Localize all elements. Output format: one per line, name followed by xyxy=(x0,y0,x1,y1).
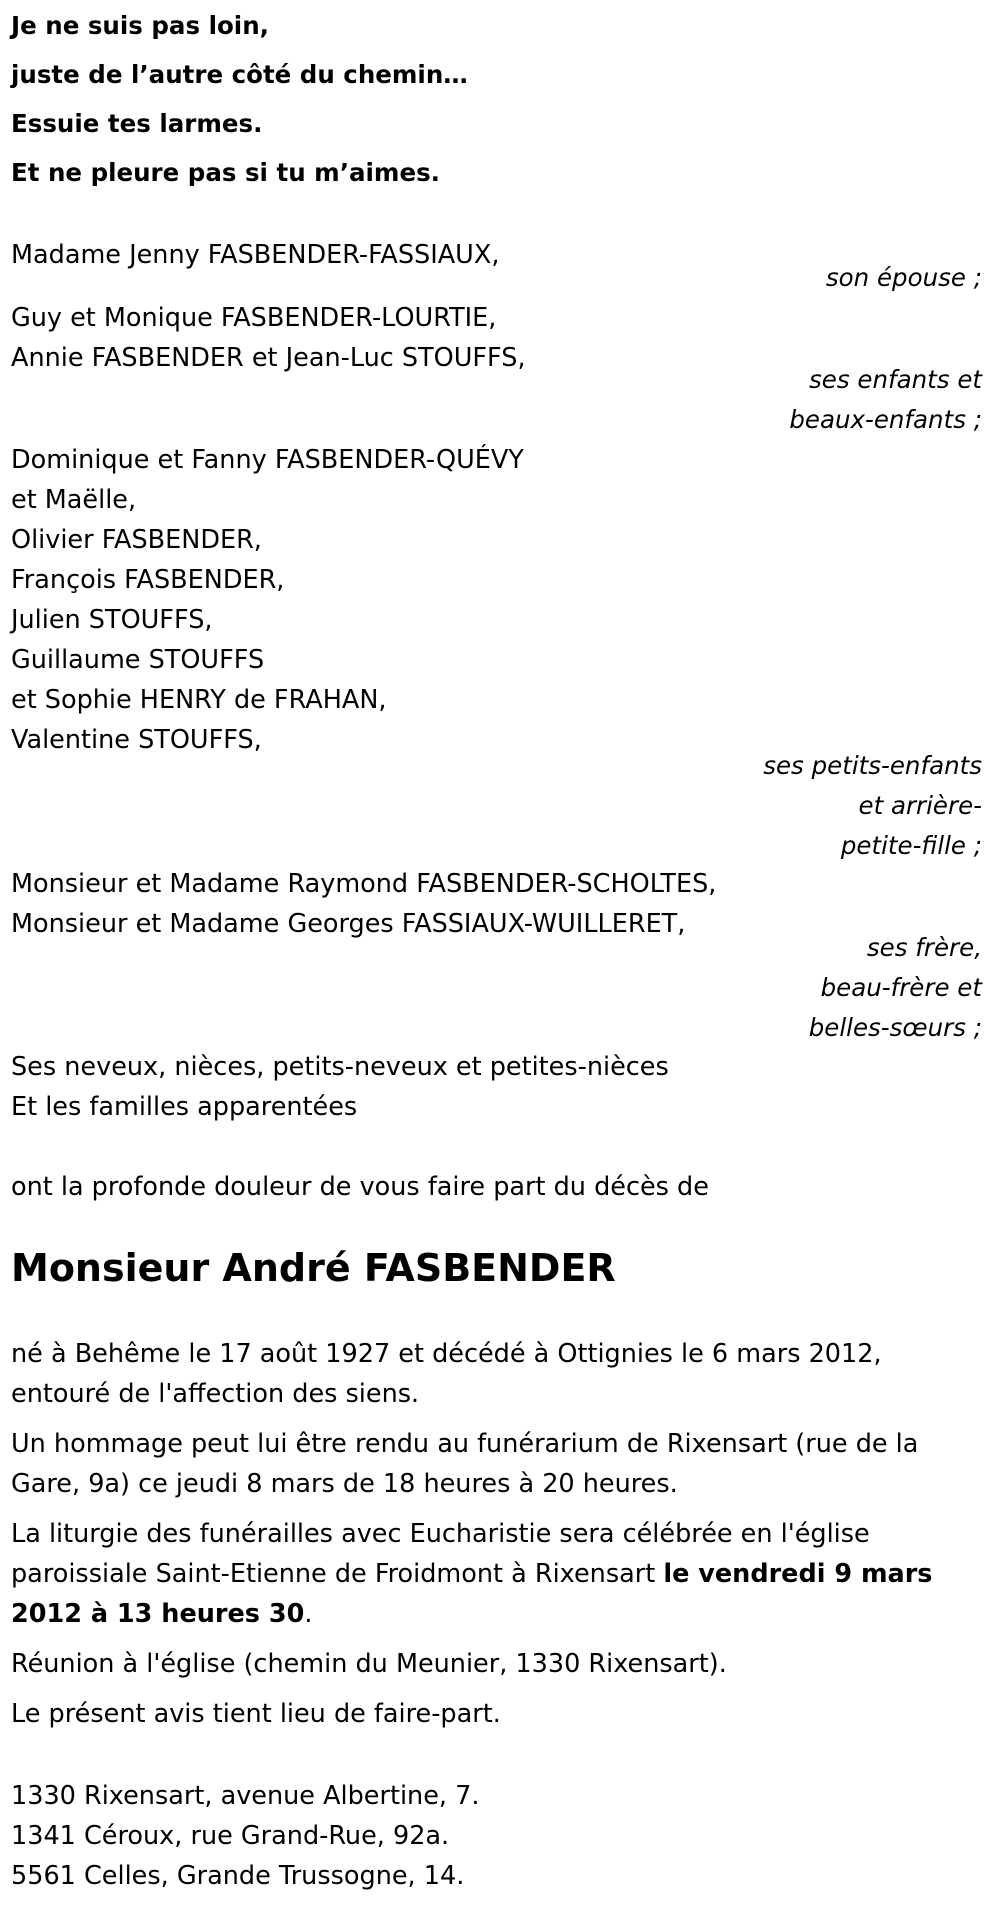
grandchild-name: François FASBENDER, xyxy=(11,565,285,595)
grandchild-name: et Sophie HENRY de FRAHAN, xyxy=(11,685,387,715)
other-relatives: Ses neveux, nièces, petits-neveux et petites-nièces xyxy=(11,1052,669,1082)
liturgy-end: . xyxy=(304,1599,313,1629)
grandchildren-relation: petite-fille ; xyxy=(840,831,982,860)
siblings-relation: belles-sœurs ; xyxy=(808,1013,982,1042)
siblings-relation: beau-frère et xyxy=(820,973,982,1002)
address-line: 1341 Céroux, rue Grand-Rue, 92a. xyxy=(11,1821,450,1851)
poem-line-1: Je ne suis pas loin, xyxy=(11,11,269,40)
liturgy-text: paroissiale Saint-Etienne de Froidmont à Rixensart xyxy=(11,1559,664,1589)
address-line: 1330 Rixensart, avenue Albertine, 7. xyxy=(11,1781,480,1811)
birth-death-line: né à Behême le 17 août 1927 et décédé à Ottignies le 6 mars 2012, xyxy=(11,1339,882,1369)
liturgy-time: 2012 à 13 heures 30 xyxy=(11,1599,305,1629)
poem-line-3: Essuie tes larmes. xyxy=(11,109,263,138)
children-relation: beaux-enfants ; xyxy=(789,405,982,434)
grandchildren-relation: et arrière- xyxy=(858,791,982,820)
spouse-relation: son épouse ; xyxy=(825,263,982,292)
child-name: Annie FASBENDER et Jean-Luc STOUFFS, xyxy=(11,343,526,373)
grandchild-name: Dominique et Fanny FASBENDER-QUÉVY xyxy=(11,445,524,475)
children-relation: ses enfants et xyxy=(809,365,982,394)
liturgy-line: La liturgie des funérailles avec Eucharistie sera célébrée en l'église xyxy=(11,1519,870,1549)
grandchild-name: Valentine STOUFFS, xyxy=(11,725,262,755)
address-line: 5561 Celles, Grande Trussogne, 14. xyxy=(11,1861,465,1891)
sibling-name: Monsieur et Madame Raymond FASBENDER-SCHOLTES, xyxy=(11,869,717,899)
grandchildren-relation: ses petits-enfants xyxy=(763,751,982,780)
sibling-name: Monsieur et Madame Georges FASSIAUX-WUILLERET, xyxy=(11,909,686,939)
tribute-line: Gare, 9a) ce jeudi 8 mars de 18 heures à 20 heures. xyxy=(11,1469,678,1499)
poem-line-2: juste de l’autre côté du chemin… xyxy=(11,60,468,89)
tribute-line: Un hommage peut lui être rendu au funérarium de Rixensart (rue de la xyxy=(11,1429,919,1459)
grandchild-name: Guillaume STOUFFS xyxy=(11,645,265,675)
meeting-line: Réunion à l'église (chemin du Meunier, 1330 Rixensart). xyxy=(11,1649,727,1679)
spouse-name: Madame Jenny FASBENDER-FASSIAUX, xyxy=(11,240,500,270)
grandchild-name: et Maëlle, xyxy=(11,485,137,515)
poem-line-4: Et ne pleure pas si tu m’aimes. xyxy=(11,158,440,187)
deceased-name: Monsieur André FASBENDER xyxy=(11,1246,616,1290)
announcement: ont la profonde douleur de vous faire part du décès de xyxy=(11,1172,709,1202)
grandchild-name: Julien STOUFFS, xyxy=(11,605,213,635)
liturgy-line xyxy=(11,1594,312,1634)
liturgy-date: le vendredi 9 mars xyxy=(663,1559,933,1589)
liturgy-line xyxy=(11,1554,932,1594)
child-name: Guy et Monique FASBENDER-LOURTIE, xyxy=(11,303,497,333)
notice-line: Le présent avis tient lieu de faire-part. xyxy=(11,1699,501,1729)
other-relatives: Et les familles apparentées xyxy=(11,1092,358,1122)
siblings-relation: ses frère, xyxy=(866,933,982,962)
birth-death-line: entouré de l'affection des siens. xyxy=(11,1379,420,1409)
grandchild-name: Olivier FASBENDER, xyxy=(11,525,262,555)
